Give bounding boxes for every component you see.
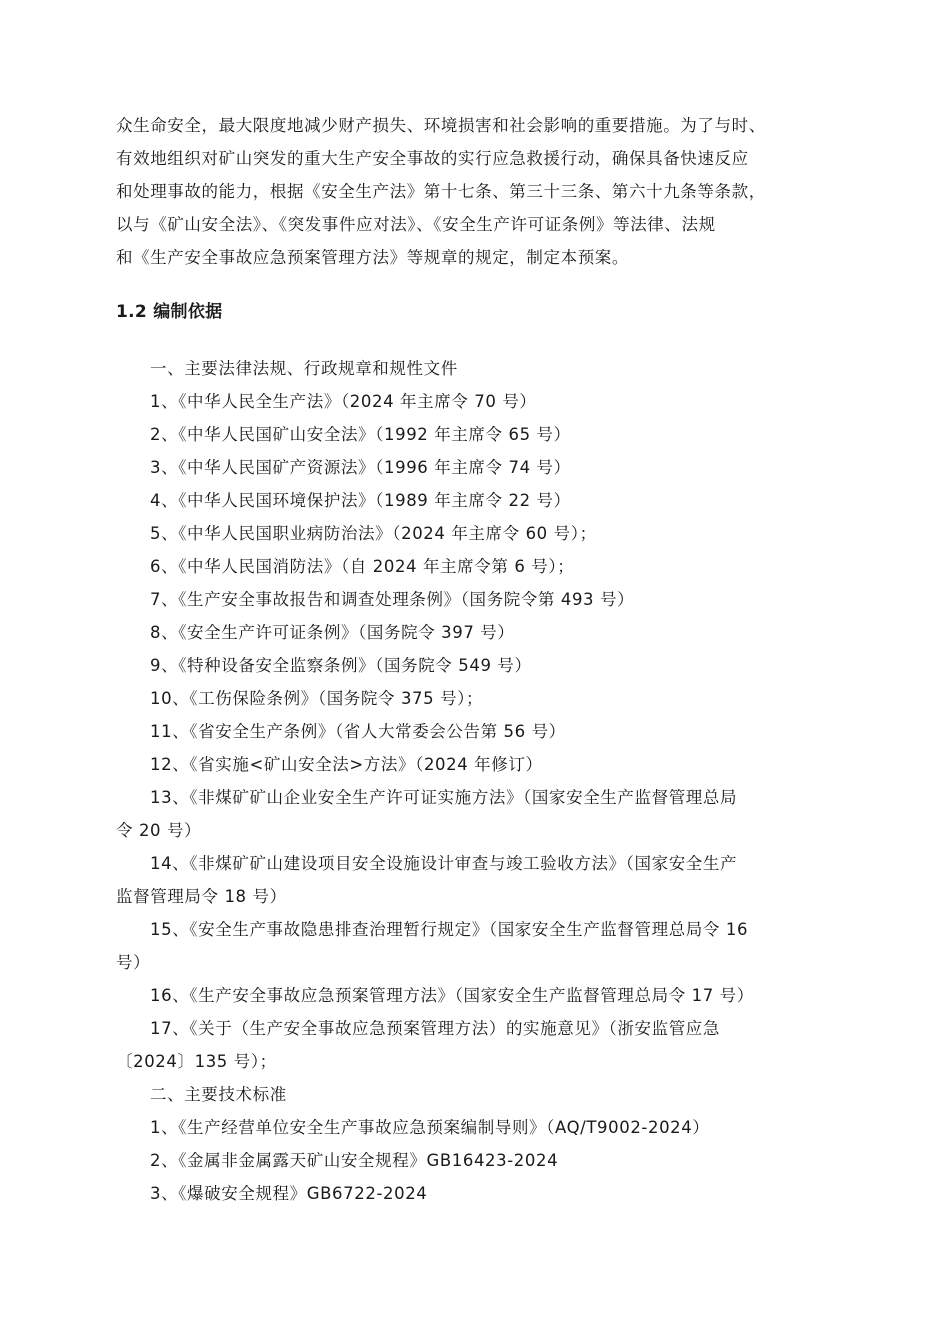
standard-item: 3、《爆破安全规程》GB6722-2024 [150, 1184, 428, 1203]
intro-line: 和《生产安全事故应急预案管理方法》等规章的规定，制定本预案。 [116, 248, 629, 267]
section-heading: 1.2 编制依据 [116, 302, 223, 322]
law-item: 7、《生产安全事故报告和调查处理条例》（国务院令第 493 号） [150, 590, 635, 609]
law-item: 13、《非煤矿矿山企业安全生产许可证实施方法》（国家安全生产监督管理总局 [150, 788, 738, 807]
law-item: 10、《工伤保险条例》（国务院令 375 号）； [150, 689, 484, 708]
law-item: 6、《中华人民国消防法》（自 2024 年主席令第 6 号）； [150, 557, 575, 576]
intro-line: 众生命安全，最大限度地减少财产损失、环境损害和社会影响的重要措施。为了与时、 [116, 116, 766, 135]
law-item: 11、《省安全生产条例》（省人大常委会公告第 56 号） [150, 722, 566, 741]
law-item-continuation: 监督管理局令 18 号） [116, 887, 287, 906]
intro-line: 以与《矿山安全法》、《突发事件应对法》、《安全生产许可证条例》等法律、法规 [116, 215, 716, 234]
law-item-continuation: 号） [116, 953, 151, 972]
law-item: 12、《省实施<矿山安全法>方法》（2024 年修订） [150, 755, 543, 774]
law-item: 5、《中华人民国职业病防治法》（2024 年主席令 60 号）； [150, 524, 597, 543]
part1-title: 一、主要法律法规、行政规章和规性文件 [150, 359, 458, 378]
law-item-continuation: 令 20 号） [116, 821, 202, 840]
law-item: 15、《安全生产事故隐患排查治理暂行规定》（国家安全生产监督管理总局令 16 [150, 920, 749, 939]
law-item: 14、《非煤矿矿山建设项目安全设施设计审查与竣工验收方法》（国家安全生产 [150, 854, 738, 873]
law-item-continuation: 〔2024〕135 号）； [116, 1052, 277, 1071]
law-item: 4、《中华人民国环境保护法》（1989 年主席令 22 号） [150, 491, 571, 510]
law-item: 16、《生产安全事故应急预案管理方法》（国家安全生产监督管理总局令 17 号） [150, 986, 754, 1005]
law-item: 1、《中华人民全生产法》（2024 年主席令 70 号） [150, 392, 537, 411]
law-item: 2、《中华人民国矿山安全法》（1992 年主席令 65 号） [150, 425, 571, 444]
law-item: 17、《关于（生产安全事故应急预案管理方法）的实施意见》（浙安监管应急 [150, 1019, 720, 1038]
standard-item: 2、《金属非金属露天矿山安全规程》GB16423-2024 [150, 1151, 559, 1170]
law-item: 9、《特种设备安全监察条例》（国务院令 549 号） [150, 656, 532, 675]
standard-item: 1、《生产经营单位安全生产事故应急预案编制导则》（AQ/T9002-2024） [150, 1118, 710, 1137]
intro-line: 有效地组织对矿山突发的重大生产安全事故的实行应急救援行动，确保具备快速反应 [116, 149, 749, 168]
law-item: 8、《安全生产许可证条例》（国务院令 397 号） [150, 623, 515, 642]
part2-title: 二、主要技术标准 [150, 1085, 287, 1104]
intro-line: 和处理事故的能力，根据《安全生产法》第十七条、第三十三条、第六十九条等条款， [116, 182, 766, 201]
law-item: 3、《中华人民国矿产资源法》（1996 年主席令 74 号） [150, 458, 571, 477]
